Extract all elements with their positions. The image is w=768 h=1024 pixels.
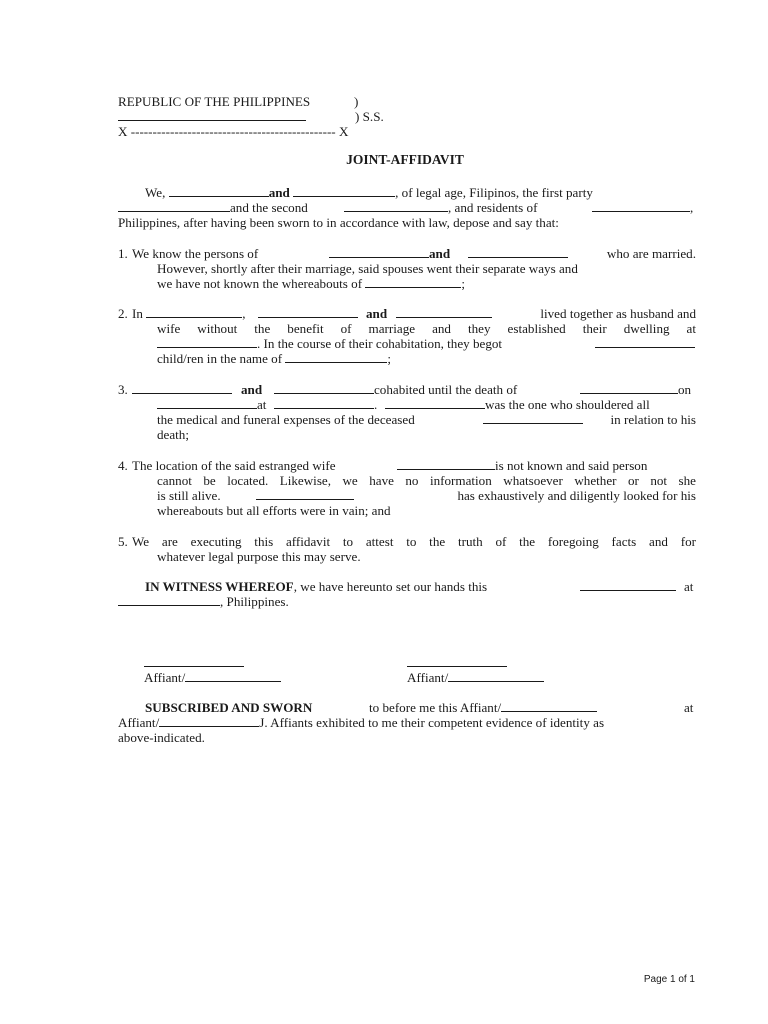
item-2-line-1c <box>396 306 492 321</box>
item-1-married: who are married. <box>606 246 696 261</box>
item-2-line-4: child/ren in the name of ; <box>157 351 391 366</box>
header-paren: ) <box>354 94 359 109</box>
signature-label-left: Affiant/ <box>144 670 281 685</box>
witness-line-2: , Philippines. <box>118 594 289 609</box>
header-x-line: X ----------------------------------------------- X <box>118 124 349 139</box>
intro-line-2: and the second <box>118 200 308 215</box>
item-3-and: and <box>241 382 263 397</box>
item-3-line-3c: in relation to his <box>610 412 696 427</box>
item-1-blank-b <box>468 246 568 261</box>
intro-line-2b: , and residents of <box>344 200 537 215</box>
item-1-line-1: We know the persons of <box>132 246 259 261</box>
item-3-line-1b: on <box>580 382 691 397</box>
item-4-line-2: cannot be located. Likewise, we have no information whatsoever whether or not she <box>157 473 696 488</box>
item-4-line-4: whereabouts but all efforts were in vain; and <box>157 503 391 518</box>
signature-line-right <box>407 655 507 670</box>
item-3-line-3a: the medical and funeral expenses of the deceased <box>157 412 415 427</box>
item-3-line-4: death; <box>157 427 189 442</box>
item-3-line-2a: at <box>157 397 266 412</box>
header-province-blank <box>118 109 306 124</box>
item-5-number: 5. <box>118 534 128 549</box>
subscribed-line-1a: SUBSCRIBED AND SWORN <box>145 700 313 715</box>
document-title: JOINT-AFFIDAVIT <box>346 152 464 167</box>
witness-line-1a: IN WITNESS WHEREOF, we have hereunto set our hands this <box>145 579 488 594</box>
item-3-line-3b <box>483 412 583 427</box>
item-4-line-3c: has exhaustively and diligently looked for his <box>457 488 696 503</box>
item-4-line-3b <box>256 488 354 503</box>
item-2-and: and <box>366 306 388 321</box>
item-1-number: 1. <box>118 246 128 261</box>
signature-label-right: Affiant/ <box>407 670 544 685</box>
item-4-line-1a: The location of the said estranged wife <box>132 458 336 473</box>
item-2-line-3b <box>595 336 695 351</box>
witness-at: at <box>684 579 694 594</box>
intro-line-1: We, and , of legal age, Filipinos, the first party <box>145 185 593 200</box>
item-5-line-2: whatever legal purpose this may serve. <box>157 549 361 564</box>
witness-line-1b <box>580 579 676 594</box>
signature-line-left <box>144 655 244 670</box>
subscribed-line-2: Affiant/ J. Affiants exhibited to me their competent evidence of identity as <box>118 715 605 730</box>
subscribed-at: at <box>684 700 694 715</box>
item-1-line-2: However, shortly after their marriage, said spouses went their separate ways and <box>157 261 578 276</box>
page-number: Page 1 of 1 <box>643 974 695 985</box>
item-2-number: 2. <box>118 306 128 321</box>
intro-line-3: Philippines, after having been sworn to in accordance with law, depose and say that: <box>118 215 559 230</box>
item-4-line-3a: is still alive. <box>157 488 221 503</box>
item-4-number: 4. <box>118 458 128 473</box>
item-3-number: 3. <box>118 382 128 397</box>
subscribed-line-1b: to before me this Affiant/ <box>369 700 597 715</box>
item-3-line-1: cohabited until the death of <box>274 382 517 397</box>
item-2-line-2: wife without the benefit of marriage and they established their dwelling at <box>157 321 696 336</box>
item-2-line-3a: . In the course of their cohabitation, they begot <box>157 336 502 351</box>
header-republic: REPUBLIC OF THE PHILIPPINES <box>118 94 311 109</box>
subscribed-line-3: above-indicated. <box>118 730 205 745</box>
item-3-line-2c: was the one who shouldered all <box>385 397 650 412</box>
item-2-line-1a: In , <box>132 306 246 321</box>
item-4-line-1b: is not known and said person <box>397 458 647 473</box>
item-1-line-3: we have not known the whereabouts of ; <box>157 276 465 291</box>
item-2-lived: lived together as husband and <box>540 306 696 321</box>
header-ss: ) S.S. <box>355 109 384 124</box>
item-1-blank-a: and <box>329 246 450 261</box>
item-2-line-1b <box>258 306 358 321</box>
item-3-line-2b: . <box>274 397 377 412</box>
intro-line-2c: , <box>592 200 693 215</box>
item-3-blank-a <box>132 382 232 397</box>
item-5-line-1: We are executing this affidavit to attest to the truth of the foregoing facts and for <box>132 534 696 549</box>
